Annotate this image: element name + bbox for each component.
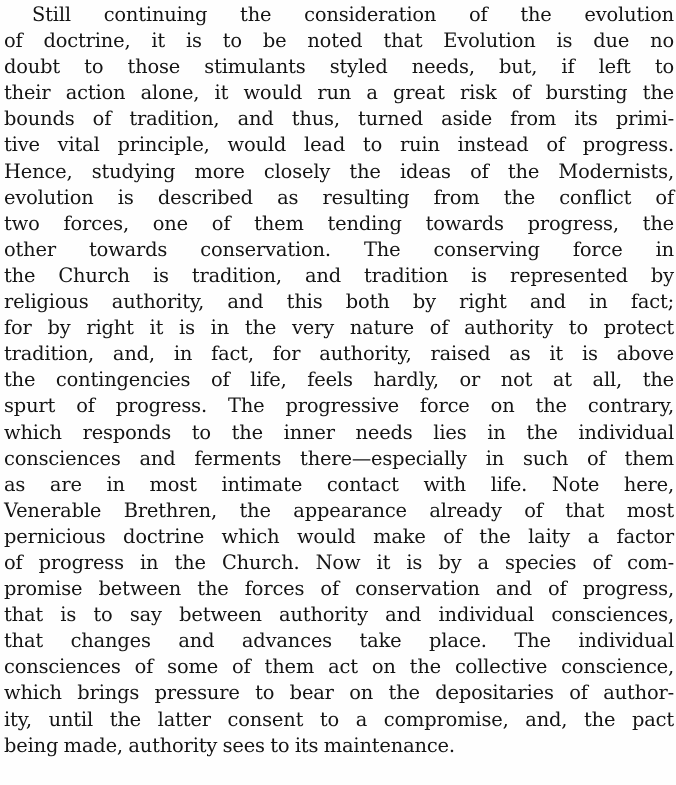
text-line: tive vital principle, would lead to ruin instead of progress.	[4, 133, 674, 157]
text-line: consciences of some of them act on the collective conscience,	[4, 655, 674, 679]
text-line: other towards conservation. The conserving force in	[4, 237, 674, 261]
text-line: tradition, and, in fact, for authority, raised as it is above	[4, 342, 674, 366]
text-line: that changes and advances take place. The individual	[4, 629, 674, 653]
text-line: evolution is described as resulting from the conflict of	[4, 185, 674, 209]
text-line: of progress in the Church. Now it is by a species of com-	[4, 550, 674, 574]
text-line: the Church is tradition, and tradition is represented by	[4, 263, 674, 287]
text-line: religious authority, and this both by right and in fact;	[4, 290, 674, 314]
text-line: which brings pressure to bear on the depositaries of author-	[4, 681, 674, 705]
text-line: doubt to those stimulants styled needs, but, if left to	[4, 55, 674, 79]
text-line: which responds to the inner needs lies in the individual	[4, 420, 674, 444]
text-line: consciences and ferments there—especially in such of them	[4, 446, 674, 470]
text-line: two forces, one of them tending towards progress, the	[4, 211, 674, 235]
text-line: Hence, studying more closely the ideas of the Modernists,	[4, 159, 674, 183]
text-line: Venerable Brethren, the appearance already of that most	[4, 498, 674, 522]
text-line: bounds of tradition, and thus, turned aside from its primi-	[4, 107, 674, 131]
text-line: as are in most intimate contact with life. Note here,	[4, 472, 674, 496]
text-line: their action alone, it would run a great risk of bursting the	[4, 81, 674, 105]
text-line: promise between the forces of conservation and of progress,	[4, 577, 674, 601]
text-line: spurt of progress. The progressive force on the contrary,	[4, 394, 674, 418]
text-line: pernicious doctrine which would make of the laity a factor	[4, 524, 674, 548]
text-line: of doctrine, it is to be noted that Evolution is due no	[4, 29, 674, 53]
text-line: ity, until the latter consent to a compromise, and, the pact	[4, 707, 674, 731]
text-line: being made, authority sees to its maintenance.	[4, 733, 455, 757]
text-line: that is to say between authority and individual consciences,	[4, 603, 674, 627]
text-line: for by right it is in the very nature of authority to protect	[4, 316, 674, 340]
text-line: Still continuing the consideration of the evolution	[32, 3, 674, 26]
body-paragraph	[4, 2, 674, 759]
text-line: the contingencies of life, feels hardly, or not at all, the	[4, 368, 674, 392]
